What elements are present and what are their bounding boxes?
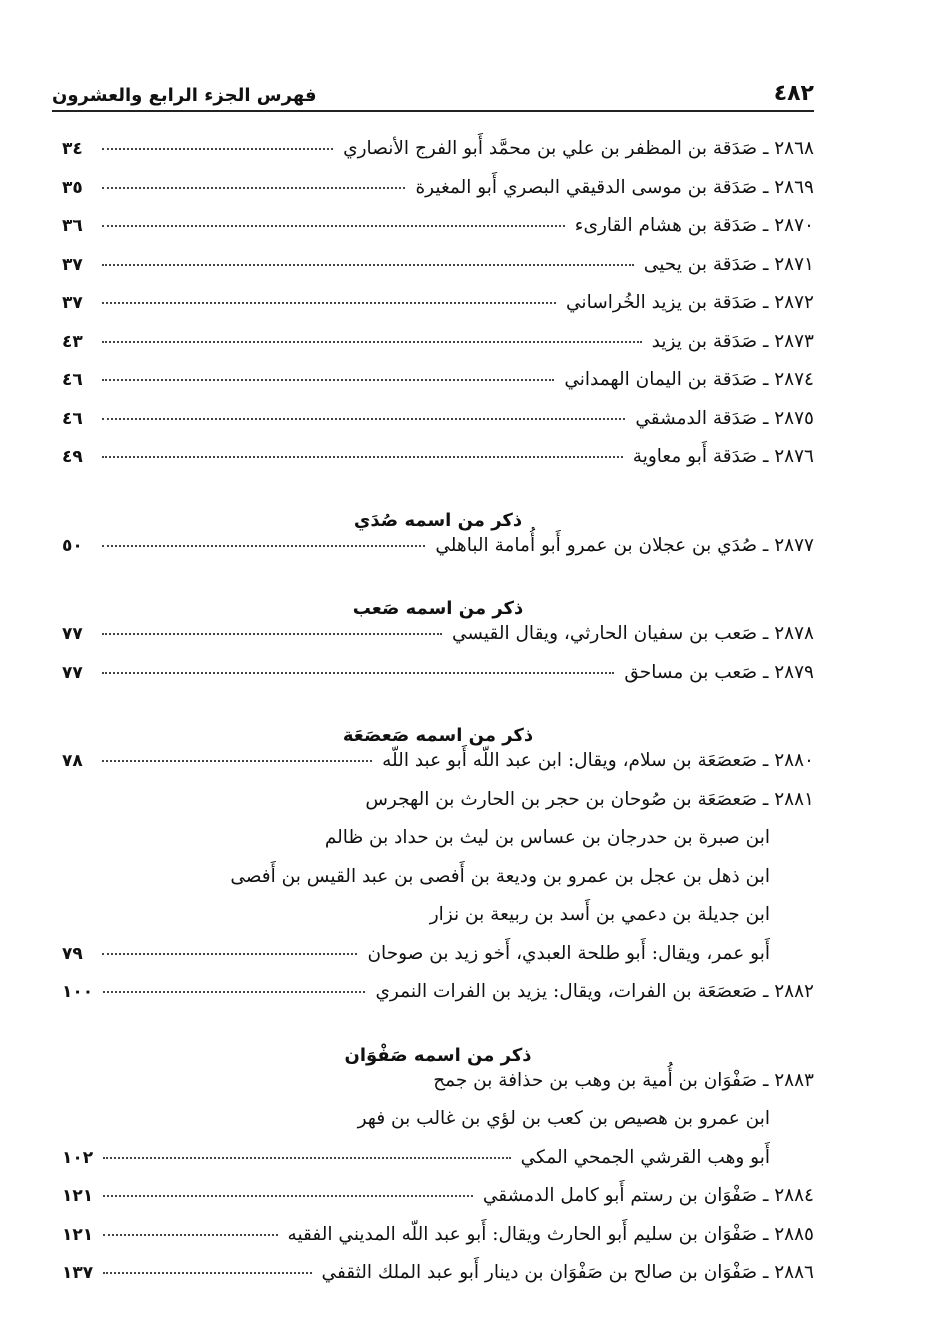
index-entry xyxy=(62,1185,814,1224)
entry-page: ١٢١ xyxy=(62,1186,94,1206)
entry-page: ٧٧ xyxy=(62,624,83,644)
index-entry-continuation xyxy=(62,866,814,905)
index-entry-continuation xyxy=(62,1108,814,1147)
dot-leader xyxy=(102,760,372,762)
index-entry xyxy=(62,254,814,293)
entry-text: ابن عمرو بن هصيص بن كعب بن لؤي بن غالب بن فهر xyxy=(357,1108,770,1129)
section-heading xyxy=(62,700,814,750)
entry-text: ٢٨٧٠ ـ صَدَقة بن هشام القارىء xyxy=(574,215,814,236)
dot-leader xyxy=(103,1157,510,1159)
dot-leader xyxy=(103,1234,277,1236)
index-entry xyxy=(62,981,814,1020)
index-entry-continuation xyxy=(62,1147,814,1186)
entry-page: ٤٦ xyxy=(62,408,83,429)
index-entry xyxy=(62,292,814,331)
index-entry xyxy=(62,662,814,701)
section-heading-text: ذكر من اسمه صُدَي xyxy=(353,509,523,531)
entry-page: ٧٩ xyxy=(62,943,83,964)
entry-page: ٤٩ xyxy=(62,447,83,467)
entry-page: ١٣٧ xyxy=(62,1263,94,1283)
entry-page: ٣٦ xyxy=(62,216,83,236)
dot-leader xyxy=(102,379,554,381)
entry-page: ٣٤ xyxy=(62,139,83,159)
entry-text: ابن جديلة بن دعمي بن أَسد بن ربيعة بن نزار xyxy=(429,904,770,925)
entry-text: ٢٨٧١ ـ صَدَقة بن يحيى xyxy=(643,253,814,275)
page-number: ٤٨٢ xyxy=(773,81,814,106)
entry-text: ٢٨٦٨ ـ صَدَقة بن المظفر بن علي بن محمَّد أَبو الفرج الأنصاري xyxy=(343,138,814,159)
entry-page: ١٠٠ xyxy=(62,982,94,1002)
index-entry xyxy=(62,1262,814,1301)
index-entry-continuation xyxy=(62,827,814,866)
section-heading xyxy=(62,485,814,535)
index-entry xyxy=(62,535,814,574)
section-heading xyxy=(62,1020,814,1070)
entry-text: ٢٨٨٦ ـ صَفْوَان بن صالح بن صَفْوَان بن دينار أَبو عبد الملك الثقفي xyxy=(321,1262,814,1283)
entry-text: ٢٨٧٧ ـ صُدَي بن عجلان بن عمرو أَبو أُمامة الباهلي xyxy=(435,534,814,556)
dot-leader xyxy=(102,672,614,674)
dot-leader xyxy=(102,418,625,420)
page-header xyxy=(52,66,814,106)
entry-text: ٢٨٧٥ ـ صَدَقة الدمشقي xyxy=(635,407,814,429)
section-heading-text: ذكر من اسمه صَعب xyxy=(352,598,524,619)
index-entry xyxy=(62,369,814,408)
entry-text: ٢٨٧٨ ـ صَعب بن سفيان الحارثي، ويقال القيسي xyxy=(451,623,814,644)
dot-leader xyxy=(102,633,442,635)
dot-leader xyxy=(102,264,634,266)
index-entry xyxy=(62,215,814,254)
index-entry xyxy=(62,177,814,216)
entry-text: ٢٨٨٣ ـ صَفْوَان بن أُمية بن وهب بن حذافة بن جمح xyxy=(433,1069,814,1091)
entry-page: ٣٧ xyxy=(62,254,83,275)
section-heading xyxy=(62,573,814,623)
entry-page: ٧٨ xyxy=(62,751,83,771)
dot-leader xyxy=(103,1195,473,1197)
index-entry xyxy=(62,138,814,177)
index-entry xyxy=(62,446,814,485)
entry-text: ٢٨٧٤ ـ صَدَقة بن اليمان الهمداني xyxy=(564,369,814,390)
entry-page: ٥٠ xyxy=(62,535,83,556)
entry-page: ٣٥ xyxy=(62,177,83,198)
entry-page: ٤٦ xyxy=(62,370,83,390)
entry-text: ٢٨٧٦ ـ صَدَقة أَبو معاوية xyxy=(632,446,814,467)
section-heading-text: ذكر من اسمه صَفْوَان xyxy=(344,1044,532,1066)
section-heading-text: ذكر من اسمه صَعصَعَة xyxy=(342,725,534,746)
index-entry-line xyxy=(62,789,814,828)
entry-text: ٢٨٨٠ ـ صَعصَعَة بن سلام، ويقال: ابن عبد اللّه أَبو عبد اللّه xyxy=(382,750,814,771)
entry-text: ٢٨٦٩ ـ صَدَقة بن موسى الدقيقي البصري أَبو المغيرة xyxy=(415,176,814,198)
dot-leader xyxy=(102,545,425,547)
dot-leader xyxy=(102,187,405,189)
entry-text: أَبو وهب القرشي الجمحي المكي xyxy=(520,1146,770,1168)
running-title: فهرس الجزء الرابع والعشرون xyxy=(52,85,317,106)
entry-text: أَبو عمر، ويقال: أَبو طلحة العبدي، أَخو زيد بن صوحان xyxy=(367,942,770,964)
index-entry-continuation xyxy=(62,904,814,943)
dot-leader xyxy=(102,302,556,304)
index-entry-line xyxy=(62,1070,814,1109)
entry-text: ٢٨٨٥ ـ صَفْوَان بن سليم أَبو الحارث ويقال: أَبو عبد اللّه المديني الفقيه xyxy=(287,1223,814,1245)
entry-text: ٢٨٨١ ـ صَعصَعَة بن صُوحان بن حجر بن الحارث بن الهجرس xyxy=(365,788,814,810)
dot-leader xyxy=(102,341,642,343)
dot-leader xyxy=(102,148,333,150)
entry-text: ٢٨٧٩ ـ صَعب بن مساحق xyxy=(624,661,814,683)
entry-page: ٧٧ xyxy=(62,662,83,683)
entry-page: ٣٧ xyxy=(62,293,83,313)
index-body xyxy=(62,138,814,1301)
dot-leader xyxy=(102,225,565,227)
header-rule xyxy=(52,110,814,112)
entry-text: ٢٨٨٢ ـ صَعصَعَة بن الفرات، ويقال: يزيد بن الفرات النمري xyxy=(375,981,814,1002)
entry-page: ١٢١ xyxy=(62,1224,94,1245)
dot-leader xyxy=(103,991,365,993)
entry-page: ١٠٢ xyxy=(62,1147,94,1168)
dot-leader xyxy=(102,953,357,955)
dot-leader xyxy=(103,1272,311,1274)
index-entry xyxy=(62,1224,814,1263)
entry-text: ابن صبرة بن حدرجان بن عساس بن ليث بن حداد بن ظالم xyxy=(324,827,770,848)
entry-text: ٢٨٨٤ ـ صَفْوَان بن رستم أَبو كامل الدمشقي xyxy=(482,1185,814,1206)
entry-text: ٢٨٧٣ ـ صَدَقة بن يزيد xyxy=(651,330,814,352)
index-entry xyxy=(62,750,814,789)
index-entry-continuation xyxy=(62,943,814,982)
entry-text: ابن ذهل بن عجل بن عمرو بن وديعة بن أَفصى بن عبد القيس بن أَفصى xyxy=(230,865,770,887)
index-entry xyxy=(62,623,814,662)
dot-leader xyxy=(102,456,623,458)
entry-text: ٢٨٧٢ ـ صَدَقة بن يزيد الخُراساني xyxy=(566,292,814,313)
index-entry xyxy=(62,331,814,370)
entry-page: ٤٣ xyxy=(62,331,83,352)
index-entry xyxy=(62,408,814,447)
